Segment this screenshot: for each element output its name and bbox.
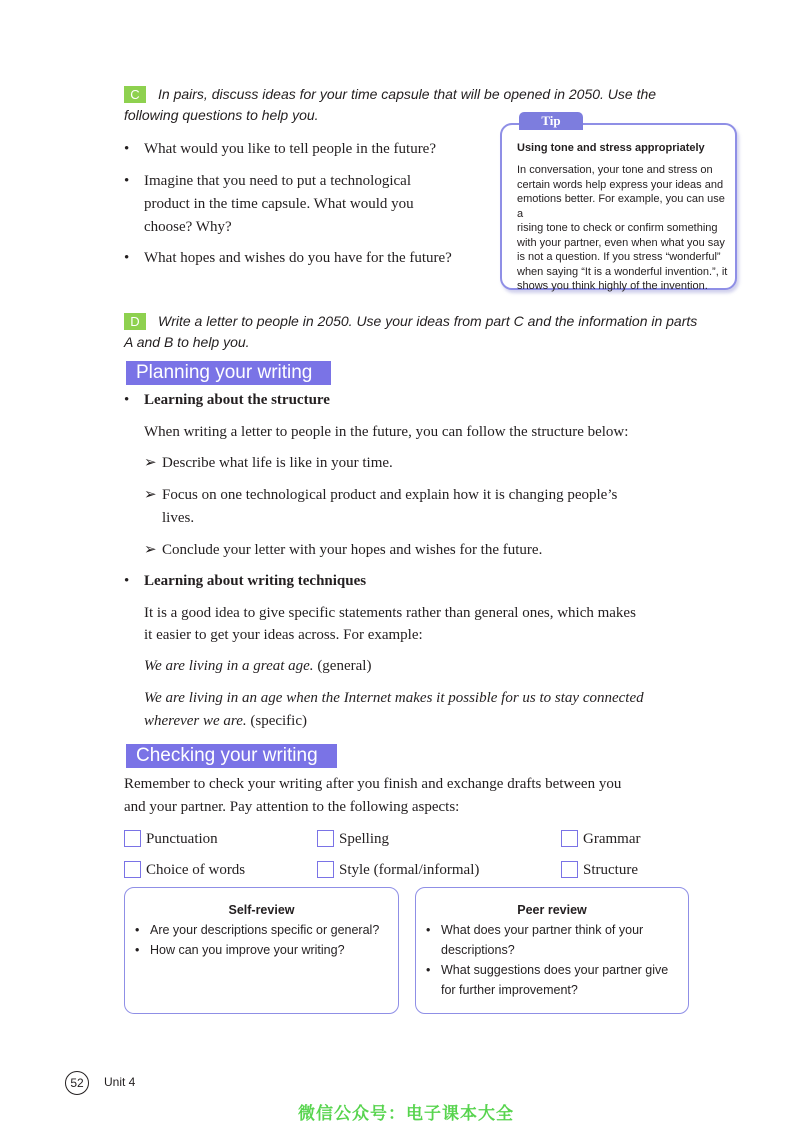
section-c-instruction-line1: In pairs, discuss ideas for your time capsule that will be opened in 2050. Use the [158,86,657,102]
step-line: lives. [162,510,195,526]
page-number: 52 [65,1071,89,1095]
self-review-item [135,940,345,960]
structure-checkbox[interactable] [561,861,578,878]
section-c-badge: C [124,86,146,103]
checking-intro-line1: Remember to check your writing after you finish and exchange drafts between you [124,776,622,792]
example-specific-line1: We are living in an age when the Internet makes it possible for us to stay connected [144,690,644,706]
tip-line: certain words help express your ideas and [517,178,724,191]
example-general-text: We are living in a great age. [144,658,314,674]
question-line: Imagine that you need to put a technological [144,173,411,189]
bullet-icon: • [426,963,431,977]
section-c-instruction-line2: following questions to help you. [124,107,319,123]
tip-title: Using tone and stress appropriately [517,142,705,154]
structure-intro: When writing a letter to people in the future, you can follow the structure below: [144,424,629,440]
structure-steps [144,452,744,562]
question-line: product in the time capsule. What would you [144,196,414,212]
punctuation-checkbox[interactable] [124,830,141,847]
unit-label: Unit 4 [104,1075,136,1089]
question-item [124,247,452,270]
review-line: for further improvement? [441,983,578,997]
arrow-bullet-icon: ➢ [144,542,157,558]
step-line: Conclude your letter with your hopes and wishes for the future. [162,542,543,558]
bullet-icon: • [124,173,130,189]
peer-review-item [426,920,643,960]
grammar-checkbox[interactable] [561,830,578,847]
example-general-tag: (general) [313,658,372,674]
grammar-label: Grammar [583,831,641,847]
review-line: How can you improve your writing? [150,943,345,957]
techniques-line1: It is a good idea to give specific statements rather than general ones, which makes [144,605,636,621]
structure-step [144,452,393,475]
bullet-icon: • [124,392,130,408]
step-line: Describe what life is like in your time. [162,455,393,471]
techniques-line2: it easier to get your ideas across. For example: [144,627,423,643]
section-d-badge: D [124,313,146,330]
checking-intro-line2: and your partner. Pay attention to the following aspects: [124,799,460,815]
tip-line: when saying “It is a wonderful invention.”, it [517,265,728,278]
review-line: Are your descriptions specific or general? [150,923,380,937]
bullet-icon: • [135,923,140,937]
review-line: What suggestions does your partner give [441,963,669,977]
tip-text [517,163,731,294]
peer-review-title: Peer review [517,903,587,917]
self-review-list [135,920,397,1000]
bullet-icon: • [124,141,130,157]
tip-line: with your partner, even when what you say [517,236,725,249]
techniques-heading: Learning about writing techniques [144,573,367,589]
style-checkbox[interactable] [317,861,334,878]
question-item [124,170,414,239]
tip-tag: Tip [519,112,583,130]
bullet-icon: • [124,250,130,266]
style-label: Style (formal/informal) [339,862,480,878]
example-specific-tag: (specific) [246,713,307,729]
section-d-instruction-line2: A and B to help you. [124,334,250,350]
peer-review-item [426,960,668,1000]
question-item [124,138,436,161]
step-line: Focus on one technological product and explain how it is changing people’s [162,487,618,503]
question-line: choose? Why? [144,219,232,235]
tip-line: shows you think highly of the invention. [517,280,708,292]
structure-heading: Learning about the structure [144,392,330,408]
example-specific [144,710,764,733]
checking-heading: Checking your writing [126,744,337,768]
choice-of-words-label: Choice of words [146,862,246,878]
structure-label: Structure [583,862,638,878]
watermark: 微信公众号：电子课本大全 [298,1104,514,1124]
planning-heading: Planning your writing [126,361,331,385]
self-review-item [135,920,379,940]
arrow-bullet-icon: ➢ [144,455,157,471]
peer-review-list [426,920,688,1010]
bullet-icon: • [135,943,140,957]
spelling-label: Spelling [339,831,390,847]
arrow-bullet-icon: ➢ [144,487,157,503]
structure-step [144,484,617,530]
self-review-title: Self-review [228,903,295,917]
structure-step [144,539,542,562]
example-specific-text: wherever we are. [144,713,247,729]
tip-line: is not a question. If you stress “wonderful” [517,251,721,263]
review-line: What does your partner think of your [441,923,644,937]
question-line: What hopes and wishes do you have for the future? [144,250,452,266]
question-line: What would you like to tell people in the future? [144,141,437,157]
section-d-instruction-line1: Write a letter to people in 2050. Use your ideas from part C and the information in parts [158,313,698,329]
spelling-checkbox[interactable] [317,830,334,847]
example-general [144,655,764,678]
discussion-questions [124,138,504,288]
choice-of-words-checkbox[interactable] [124,861,141,878]
tip-line: emotions better. For example, you can use a [517,193,725,220]
bullet-icon: • [124,573,130,589]
review-line: descriptions? [441,943,515,957]
punctuation-label: Punctuation [146,831,218,847]
bullet-icon: • [426,923,431,937]
tip-line: rising tone to check or confirm something [517,222,718,234]
tip-line: In conversation, your tone and stress on [517,164,713,176]
